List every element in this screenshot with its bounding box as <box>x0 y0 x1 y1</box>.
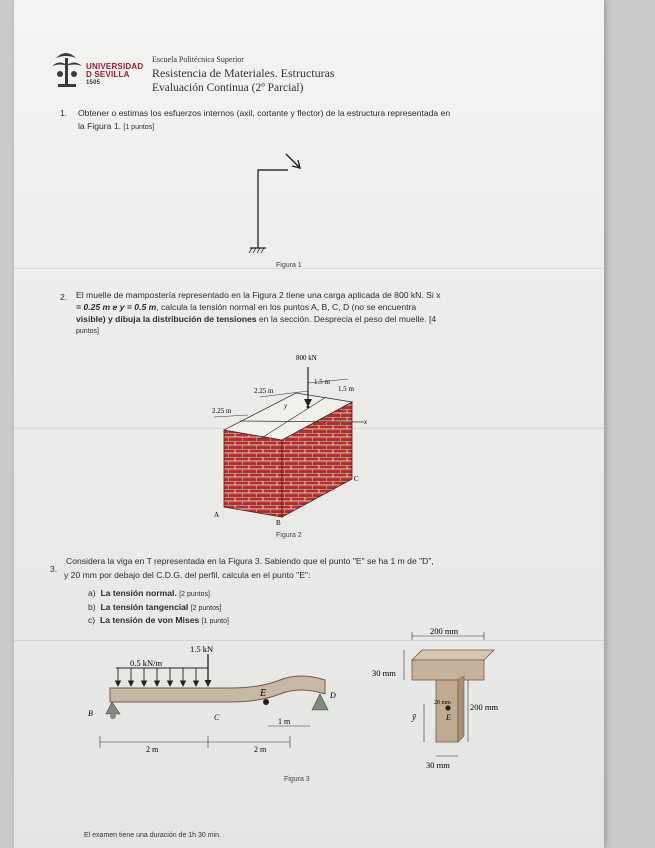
q1-number: 1. <box>60 108 68 118</box>
q2-number: 2. <box>60 292 68 302</box>
fig3-point-D: D <box>330 691 336 700</box>
fig3-point-C: C <box>214 713 220 722</box>
fig3-sec-flange-thk: 30 mm <box>372 668 396 678</box>
fig2-axis-x: x <box>364 418 368 426</box>
fig2-point-C: C <box>354 475 359 483</box>
figure-2-pier <box>200 345 390 545</box>
q3-item-b: b) La tensión tangencial [2 puntos] <box>88 602 222 612</box>
fold-line <box>14 268 604 269</box>
fig3-dim-2m-a: 2 m <box>146 745 159 754</box>
fig3-dim-1m: 1 m <box>278 717 291 726</box>
q3-item-c: c) La tensión de von Mises [1 punto] <box>88 615 229 625</box>
fig3-sec-web-height: 200 mm <box>470 702 499 712</box>
subject-title: Resistencia de Materiales. Estructuras <box>152 66 335 80</box>
fig2-load-label: 800 kN <box>296 354 317 362</box>
fig3-sec-width: 200 mm <box>430 626 459 636</box>
logo-text: UNIVERSIDAD D SEVILLA 1505 <box>86 62 144 86</box>
fig3-sec-20mm: 20 mm <box>434 700 451 706</box>
figure-3-section <box>364 624 524 774</box>
fig2-axis-y: y <box>284 402 288 410</box>
figure-1-caption: Figura 1 <box>276 262 302 269</box>
q2-line1: El muelle de mampostería representado en la Figura 2 tiene una carga aplicada de 800 kN. Si x <box>76 290 441 300</box>
q3-item-a: a) La tensión normal. [2 puntos] <box>88 588 210 598</box>
school-name: Escuela Politécnica Superior <box>152 55 244 64</box>
fig2-dim-15-a: 1.5 m <box>314 378 330 386</box>
figure-1-structure <box>240 148 320 258</box>
figure-3-caption: Figura 3 <box>284 776 310 783</box>
fig3-sec-point-E: E <box>446 713 451 722</box>
exam-title: Evaluación Continua (2º Parcial) <box>152 82 304 94</box>
fig3-point-load-label: 1.5 kN <box>190 644 214 654</box>
fig3-sec-ybar: ȳ <box>412 712 416 722</box>
fig2-dim-225-side: 2.25 m <box>212 407 232 415</box>
fig3-point-B: B <box>88 709 93 718</box>
fig2-dim-15-b: 1.5 m <box>338 385 354 393</box>
figure-2-caption: Figura 2 <box>276 532 302 539</box>
q2-line3: visible) y dibuja la distribución de tensiones en la sección. Desprecia el peso del muelle. [4 <box>76 314 437 324</box>
fig3-sec-web-thk: 30 mm <box>426 760 450 770</box>
fig3-dist-load-label: 0.5 kN/m <box>130 658 163 668</box>
q2-line4: puntos] <box>76 328 99 335</box>
q1-text-line1: Obtener o estimas los esfuerzos internos (axil, cortante y flector) de la estructura representada en <box>78 108 451 118</box>
q1-text-line2: la Figura 1. [1 puntos] <box>78 121 155 131</box>
q3-line2: y 20 mm por debajo del C.D.G. del perfil, calcula en el punto "E": <box>64 570 311 580</box>
fig3-point-E: E <box>260 688 267 699</box>
q3-line1: Considera la viga en T representada en la Figura 3. Sabiendo que el punto "E" se ha 1 m de "D", <box>66 556 434 566</box>
q2-line2: = 0.25 m e y = 0.5 m, calcula la tensión normal en los puntos A, B, C, D (no se encuentra <box>76 302 417 312</box>
fig2-dim-225-top: 2.25 m <box>254 387 274 395</box>
fig2-point-B: B <box>276 519 281 527</box>
figure-3-beam <box>80 640 360 770</box>
fig3-dim-2m-b: 2 m <box>254 745 267 754</box>
fig2-point-A: A <box>214 511 220 519</box>
exam-duration-note: El examen tiene una duración de 1h 30 min. <box>84 832 221 839</box>
q3-number: 3. <box>50 564 58 574</box>
